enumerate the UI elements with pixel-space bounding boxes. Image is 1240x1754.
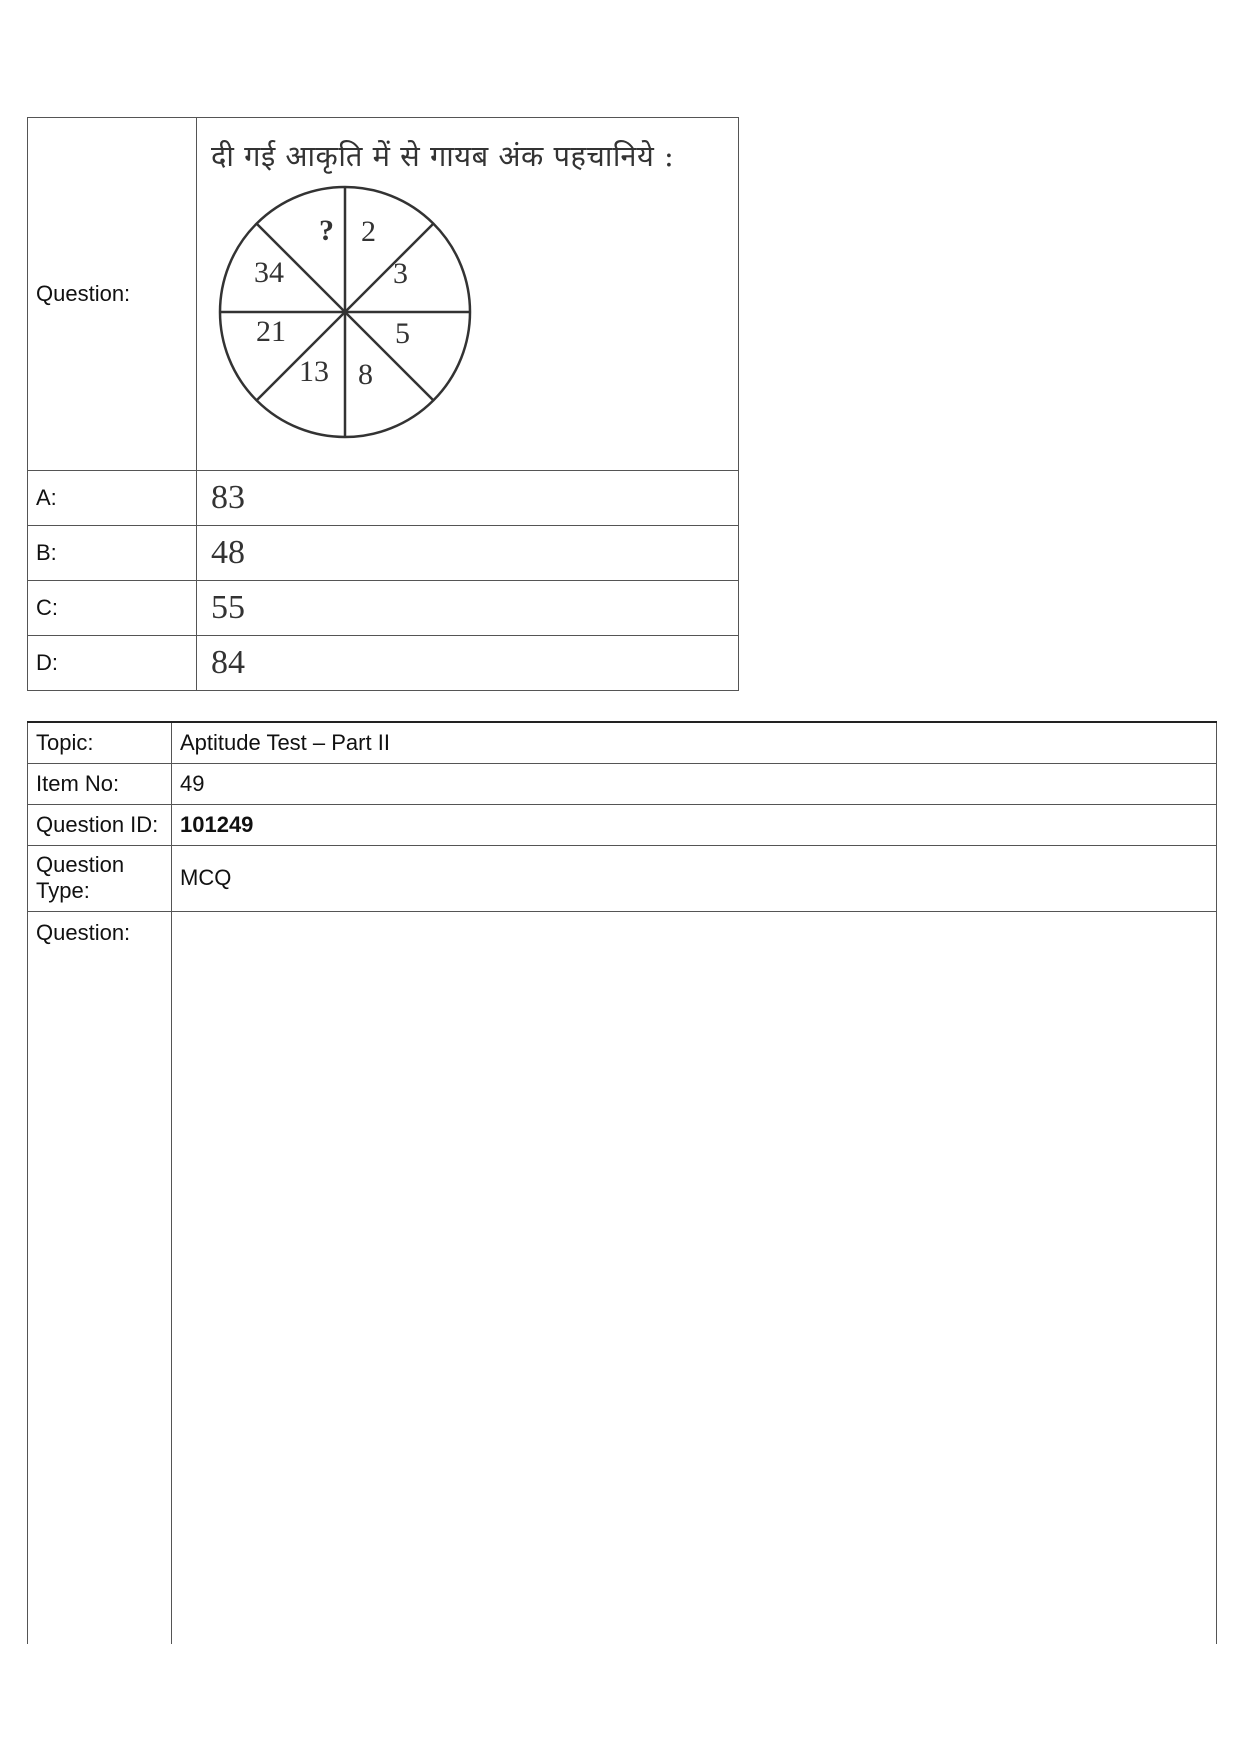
question-type-value: MCQ (172, 845, 1217, 911)
wheel-number-5: 5 (395, 317, 410, 350)
item-no-label: Item No: (28, 763, 172, 804)
option-d-value: 84 (197, 636, 739, 691)
option-b-label: B: (28, 526, 197, 581)
wheel-number-2: 2 (361, 215, 376, 248)
question-id-label: Question ID: (28, 804, 172, 845)
wheel-number-3: 3 (393, 257, 408, 290)
question-body-label: Question: (28, 911, 172, 1644)
option-a-value: 83 (197, 471, 739, 526)
number-wheel-figure (217, 181, 487, 443)
question-type-label: Question Type: (28, 845, 172, 911)
wheel-number-34: 34 (254, 256, 284, 289)
wheel-number-missing: ? (319, 214, 334, 247)
option-c-value: 55 (197, 581, 739, 636)
option-d-label: D: (28, 636, 197, 691)
wheel-number-13: 13 (299, 355, 329, 388)
question-content (197, 118, 739, 471)
question-label: Question: (28, 118, 197, 471)
question-id-value: 101249 (172, 804, 1217, 845)
question-body-content (172, 911, 1217, 1644)
option-b-value: 48 (197, 526, 739, 581)
item-no-value: 49 (172, 763, 1217, 804)
topic-value: Aptitude Test – Part II (172, 722, 1217, 763)
option-a-label: A: (28, 471, 197, 526)
question-metadata-table (27, 721, 1217, 1644)
wheel-number-21: 21 (256, 315, 286, 348)
topic-label: Topic: (28, 722, 172, 763)
option-c-label: C: (28, 581, 197, 636)
question-card (27, 117, 739, 691)
wheel-number-8: 8 (358, 358, 373, 391)
question-text: दी गई आकृति में से गायब अंक पहचानिये : (211, 139, 675, 173)
